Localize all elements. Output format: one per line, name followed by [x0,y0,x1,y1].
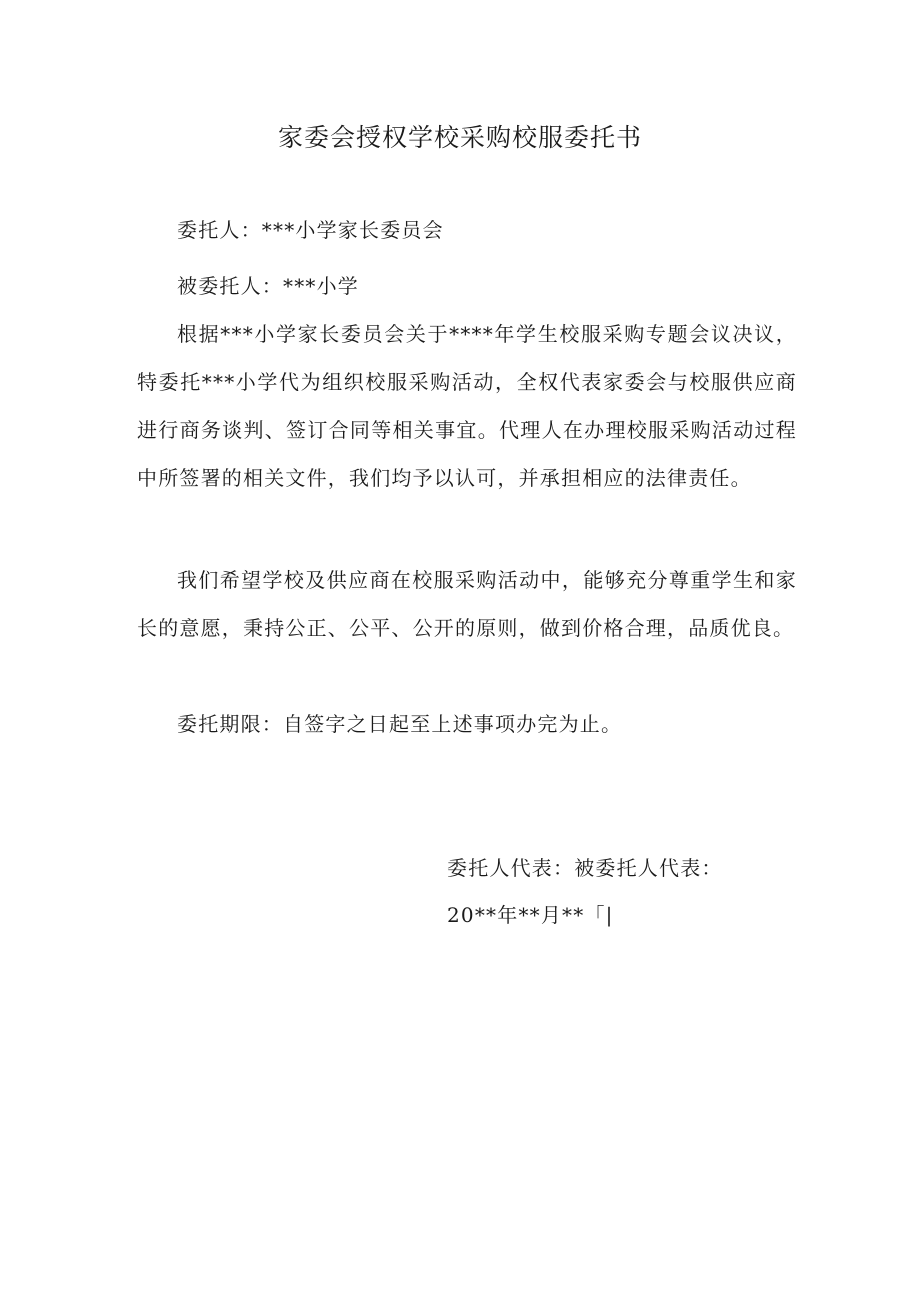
hope-paragraph: 我们希望学校及供应商在校服采购活动中，能够充分尊重学生和家长的意愿，秉持公正、公平、公开的原则，做到价格合理，品质优良。 [137,568,797,640]
principal-line: 委托人：***小学家长委员会 [177,218,444,242]
document-title: 家委会授权学校采购校服委托书 [277,123,642,152]
term-line: 委托期限：自签字之日起至上述事项办完为止。 [177,712,623,736]
agent-line: 被委托人：***小学 [177,274,359,298]
signature-date: 20**年**月**「| [447,903,614,927]
signature-representatives: 委托人代表：被委托人代表： [447,856,723,880]
basis-paragraph: 根据***小学家长委员会关于****年学生校服采购专题会议决议，特委托***小学代为组织校服采购活动，全权代表家委会与校服供应商进行商务谈判、签订合同等相关事宜。代理人在办理校服采购活动过程中所签署的相关文件，我们均予以认可，并承担相应的法律责任。 [137,322,797,490]
